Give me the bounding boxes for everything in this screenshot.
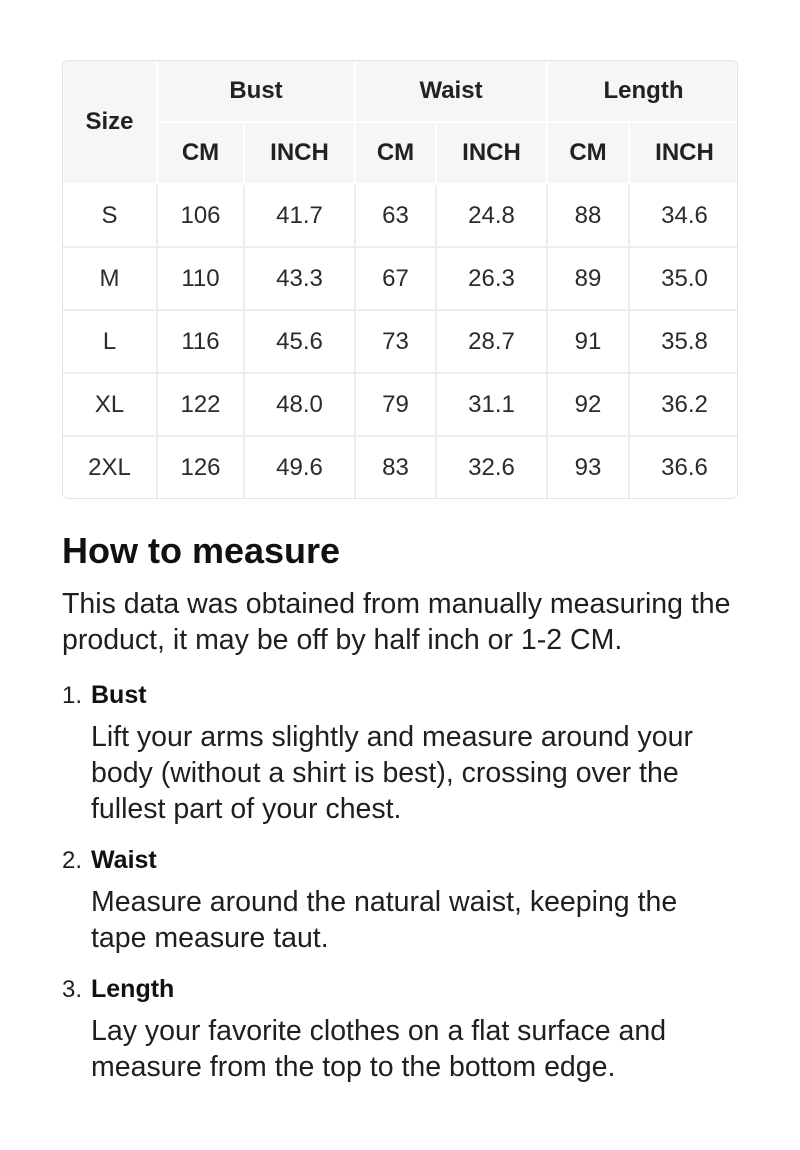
size-cell: S: [63, 185, 158, 248]
step-title-length: Length: [91, 975, 175, 1004]
table-row: [63, 374, 738, 437]
value-cell: 110: [158, 248, 245, 311]
value-cell: 122: [158, 374, 245, 437]
value-cell: 36.2: [630, 374, 738, 437]
value-cell: 26.3: [437, 248, 548, 311]
step-description: Measure around the natural waist, keeping the tape measure taut.: [91, 886, 678, 955]
value-cell: 48.0: [245, 374, 356, 437]
size-cell: L: [63, 311, 158, 374]
step-body: [91, 676, 731, 833]
length-group-header: Length: [548, 61, 738, 123]
unit-header-bust-inch: INCH: [245, 123, 356, 185]
value-cell: 93: [548, 437, 630, 498]
how-to-measure-heading: How to measure: [62, 530, 341, 571]
value-cell: 79: [356, 374, 437, 437]
value-cell: 73: [356, 311, 437, 374]
measure-steps-list: [62, 676, 738, 1091]
value-cell: 24.8: [437, 185, 548, 248]
value-cell: 35.8: [630, 311, 738, 374]
value-cell: 92: [548, 374, 630, 437]
value-cell: 28.7: [437, 311, 548, 374]
size-column-header: Size: [63, 61, 158, 185]
value-cell: 89: [548, 248, 630, 311]
waist-group-header: Waist: [356, 61, 548, 123]
value-cell: 45.6: [245, 311, 356, 374]
unit-header-length-cm: CM: [548, 123, 630, 185]
unit-header-waist-inch: INCH: [437, 123, 548, 185]
value-cell: 35.0: [630, 248, 738, 311]
table-row: [63, 311, 738, 374]
step-description: Lay your favorite clothes on a flat surface and measure from the top to the bottom edge.: [91, 1015, 667, 1084]
step-title-bust: Bust: [91, 681, 147, 710]
list-item: [62, 970, 738, 1091]
step-body: [91, 970, 731, 1091]
value-cell: 32.6: [437, 437, 548, 498]
value-cell: 116: [158, 311, 245, 374]
size-cell: 2XL: [63, 437, 158, 498]
unit-header-bust-cm: CM: [158, 123, 245, 185]
value-cell: 31.1: [437, 374, 548, 437]
value-cell: 106: [158, 185, 245, 248]
value-cell: 49.6: [245, 437, 356, 498]
size-cell: M: [63, 248, 158, 311]
value-cell: 126: [158, 437, 245, 498]
list-item: [62, 841, 738, 962]
value-cell: 88: [548, 185, 630, 248]
step-title-waist: Waist: [91, 846, 157, 875]
value-cell: 41.7: [245, 185, 356, 248]
table-row: [63, 437, 738, 498]
step-body: [91, 841, 731, 962]
table-row: [63, 185, 738, 248]
step-number: 2.: [62, 847, 83, 875]
step-number: 1.: [62, 682, 83, 710]
value-cell: 63: [356, 185, 437, 248]
bust-group-header: Bust: [158, 61, 356, 123]
value-cell: 83: [356, 437, 437, 498]
value-cell: 91: [548, 311, 630, 374]
step-description: Lift your arms slightly and measure around your body (without a shirt is best), crossing over the fullest part of your chest.: [91, 721, 693, 826]
value-cell: 36.6: [630, 437, 738, 498]
value-cell: 67: [356, 248, 437, 311]
unit-header-length-inch: INCH: [630, 123, 738, 185]
list-item: [62, 676, 738, 833]
value-cell: 43.3: [245, 248, 356, 311]
step-number: 3.: [62, 976, 83, 1004]
size-cell: XL: [63, 374, 158, 437]
value-cell: 34.6: [630, 185, 738, 248]
measure-intro-text: This data was obtained from manually measuring the product, it may be off by half inch or 1-2 CM.: [62, 588, 731, 657]
size-chart-table: [62, 60, 738, 499]
table-row: [63, 248, 738, 311]
unit-header-waist-cm: CM: [356, 123, 437, 185]
